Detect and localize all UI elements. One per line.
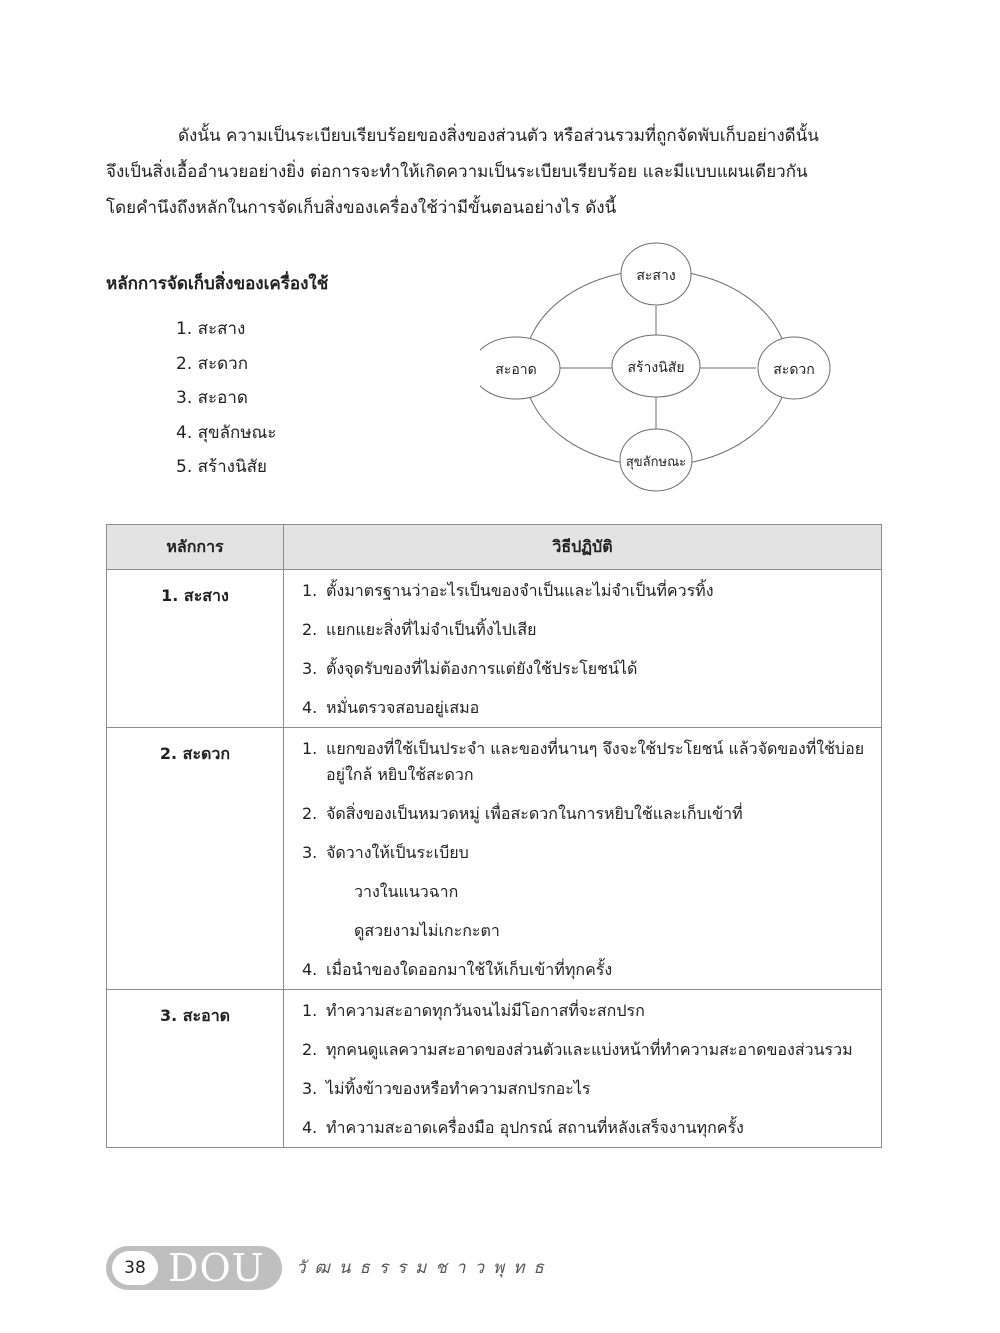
- practice-subitem: ดูสวยงามไม่เกะกะตา: [354, 921, 500, 940]
- practice-subitem: วางในแนวฉาก: [354, 882, 459, 901]
- step-number: 2.: [302, 804, 318, 823]
- practice-step: [302, 617, 869, 643]
- node-top: [621, 243, 691, 305]
- step-number: 3.: [302, 659, 318, 678]
- header-practice: วิธีปฏิบัติ: [284, 525, 882, 570]
- intro-line-3: โดยคำนึงถึงหลักในการจัดเก็บสิ่งของเครื่องใช้ว่ามีขั้นตอนอย่างไร ดังนี้: [106, 198, 617, 218]
- step-number: 1.: [302, 581, 318, 600]
- table-row: [107, 990, 882, 1148]
- principles-list-item: 2. สะดวก: [176, 353, 249, 374]
- principles-diagram: [480, 240, 840, 500]
- step-number: 2.: [302, 620, 318, 639]
- step-text: จัดวางให้เป็นระเบียบ: [326, 843, 469, 862]
- principles-list-item: 5. สร้างนิสัย: [176, 457, 267, 477]
- footer-badge: [106, 1246, 282, 1290]
- dou-logo: DOU: [168, 1246, 265, 1290]
- practice-step: [302, 1076, 869, 1102]
- node-right-label: สะดวก: [773, 362, 815, 378]
- table-header-row: [107, 525, 882, 570]
- page-number: 38: [112, 1251, 158, 1285]
- step-text: ตั้งมาตรฐานว่าอะไรเป็นของจำเป็นและไม่จำเป็นที่ควรทิ้ง: [326, 581, 714, 600]
- practice-step: [302, 1037, 869, 1063]
- step-text: ไม่ทิ้งข้าวของหรือทำความสกปรกอะไร: [326, 1079, 591, 1098]
- node-left: [480, 337, 560, 399]
- principle-name: 3. สะอาด: [107, 990, 284, 1148]
- step-number: 4.: [302, 960, 318, 979]
- step-number: 2.: [302, 1040, 318, 1059]
- principles-list-item: 3. สะอาด: [176, 388, 248, 408]
- step-text: แยกแยะสิ่งที่ไม่จำเป็นทิ้งไปเสีย: [326, 620, 537, 639]
- step-text: ตั้งจุดรับของที่ไม่ต้องการแต่ยังใช้ประโยชน์ได้: [326, 659, 638, 678]
- step-text: ทำความสะอาดทุกวันจนไม่มีโอกาสที่จะสกปรก: [326, 1001, 645, 1020]
- node-bottom-label: สุขลักษณะ: [625, 455, 687, 470]
- step-number: 1.: [302, 1001, 318, 1020]
- header-principle: หลักการ: [107, 525, 284, 570]
- intro-line-1: ดังนั้น ความเป็นระเบียบเรียบร้อยของสิ่งของส่วนตัว หรือส่วนรวมที่ถูกจัดพับเก็บอย่างดีนั้น: [178, 126, 819, 146]
- step-number: 1.: [302, 739, 318, 758]
- step-number: 4.: [302, 1118, 318, 1137]
- step-text: ทำความสะอาดเครื่องมือ อุปกรณ์ สถานที่หลังเสร็จงานทุกครั้ง: [326, 1118, 744, 1137]
- node-top-label: สะสาง: [636, 268, 676, 284]
- practice-cell: [284, 570, 882, 728]
- practice-step: [302, 840, 869, 866]
- practice-step: [302, 736, 869, 788]
- node-center-label: สร้างนิสัย: [627, 360, 685, 376]
- step-number: 3.: [302, 843, 318, 862]
- practice-step: [302, 656, 869, 682]
- principles-list: [176, 312, 276, 485]
- step-text: แยกของที่ใช้เป็นประจำ และของที่นานๆ จึงจะใช้ประโยชน์ แล้วจัดของที่ใช้บ่อยอยู่ใกล้ หยิบใช้สะดวก: [326, 739, 865, 784]
- step-text: หมั่นตรวจสอบอยู่เสมอ: [326, 698, 480, 717]
- page-footer: [106, 1246, 666, 1290]
- intro-line-2: จึงเป็นสิ่งเอื้ออำนวยอย่างยิ่ง ต่อการจะทำให้เกิดความเป็นระเบียบเรียบร้อย และมีแบบแผนเดียวกัน: [106, 162, 808, 182]
- principles-list-item: 4. สุขลักษณะ: [176, 422, 277, 443]
- step-number: 3.: [302, 1079, 318, 1098]
- step-text: จัดสิ่งของเป็นหมวดหมู่ เพื่อสะดวกในการหยิบใช้และเก็บเข้าที่: [326, 804, 743, 823]
- practice-cell: [284, 990, 882, 1148]
- table-row: [107, 728, 882, 990]
- step-text: ทุกคนดูแลความสะอาดของส่วนตัวและแบ่งหน้าที่ทำความสะอาดของส่วนรวม: [326, 1040, 853, 1059]
- principles-list-item: 1. สะสาง: [176, 319, 246, 339]
- step-text: เมื่อนำของใดออกมาใช้ให้เก็บเข้าที่ทุกครั้ง: [326, 960, 613, 979]
- step-number: 4.: [302, 698, 318, 717]
- practice-step: [302, 957, 869, 983]
- practice-step: [302, 801, 869, 827]
- practice-step: [302, 1115, 869, 1141]
- principles-table: [106, 524, 882, 1148]
- table-row: [107, 570, 882, 728]
- node-left-label: สะอาด: [495, 362, 537, 378]
- node-center: [612, 335, 700, 397]
- book-title: วัฒนธรรมชาวพุทธ: [296, 1258, 553, 1278]
- node-right: [758, 337, 830, 399]
- practice-step: [302, 695, 869, 721]
- principle-name: 1. สะสาง: [107, 570, 284, 728]
- principle-name: 2. สะดวก: [107, 728, 284, 990]
- intro-paragraph: [106, 118, 884, 226]
- practice-cell: [284, 728, 882, 990]
- practice-step: [302, 998, 869, 1024]
- section-title: หลักการจัดเก็บสิ่งของเครื่องใช้: [106, 274, 329, 294]
- practice-step: [302, 578, 869, 604]
- node-bottom: [620, 429, 692, 491]
